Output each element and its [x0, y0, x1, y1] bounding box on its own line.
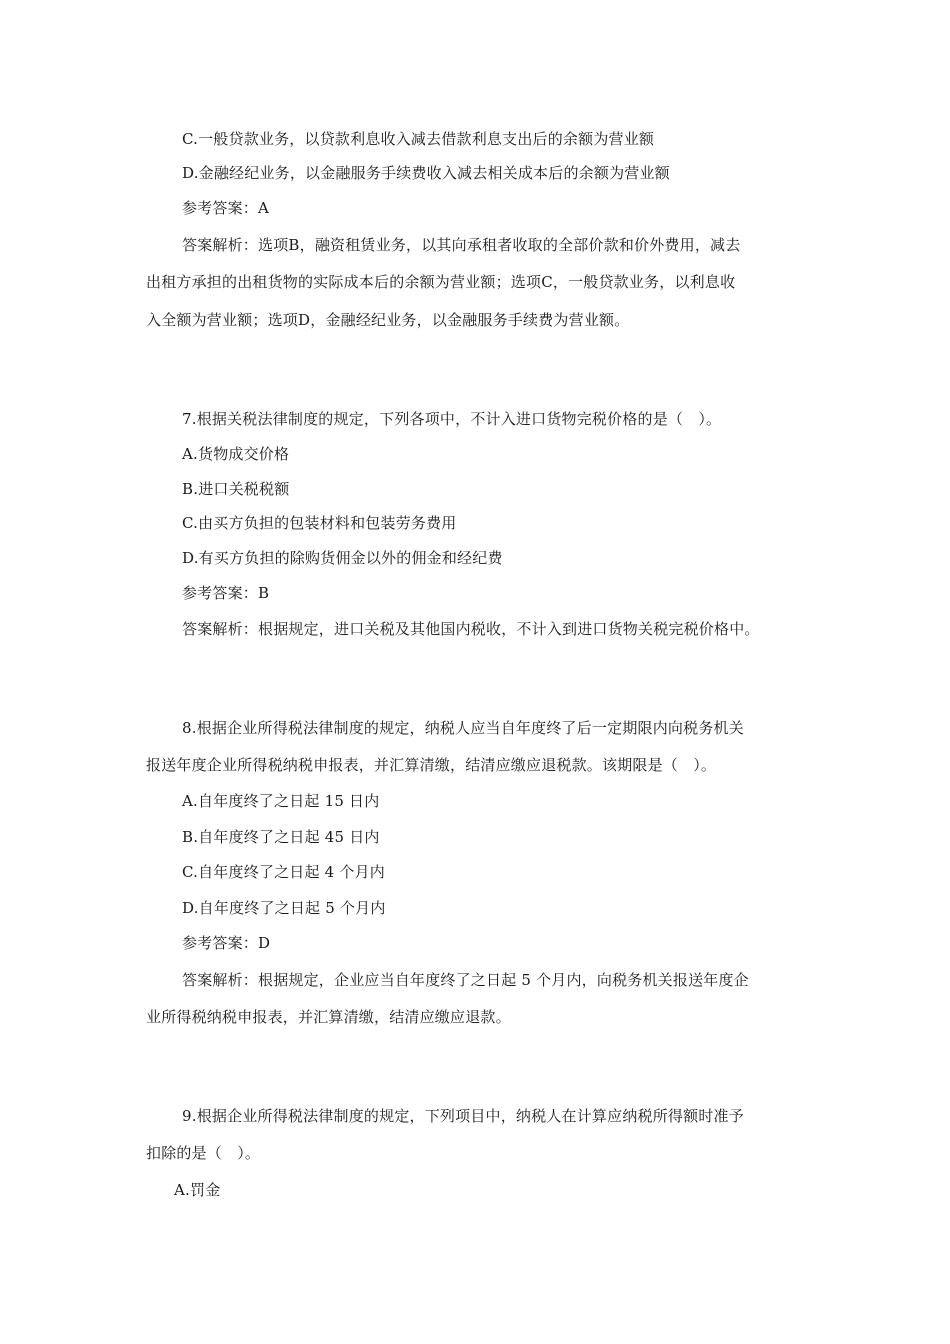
q6-answer: 参考答案：A	[182, 199, 270, 217]
q7-option-b: B.进口关税税额	[182, 480, 290, 498]
q7-option-a: A.货物成交价格	[182, 445, 290, 463]
q8-option-d: D.自年度终了之日起 5 个月内	[182, 899, 386, 917]
q7-question: 7.根据关税法律制度的规定，下列各项中，不计入进口货物完税价格的是（ ）。	[182, 410, 722, 428]
q8-answer: 参考答案：D	[182, 934, 271, 952]
q8-option-b: B.自年度终了之日起 45 日内	[182, 828, 380, 846]
q8-analysis-line-2: 业所得税纳税申报表，并汇算清缴，结清应缴应退款。	[146, 1008, 511, 1026]
q7-option-c: C.由买方负担的包装材料和包装劳务费用	[182, 514, 457, 532]
q6-option-c: C.一般贷款业务，以贷款利息收入减去借款利息支出后的余额为营业额	[182, 130, 655, 148]
q8-option-a: A.自年度终了之日起 15 日内	[182, 792, 380, 810]
q9-question-line-1: 9.根据企业所得税法律制度的规定，下列项目中，纳税人在计算应纳税所得额时准予	[182, 1107, 744, 1125]
q8-question-line-1: 8.根据企业所得税法律制度的规定，纳税人应当自年度终了后一定期限内向税务机关	[182, 719, 744, 737]
q7-option-d: D.有买方负担的除购货佣金以外的佣金和经纪费	[182, 549, 503, 567]
q6-option-d: D.金融经纪业务，以金融服务手续费收入减去相关成本后的余额为营业额	[182, 164, 670, 182]
q8-option-c: C.自年度终了之日起 4 个月内	[182, 863, 385, 881]
q6-analysis-line-2: 出租方承担的出租货物的实际成本后的余额为营业额；选项C，一般贷款业务，以利息收	[146, 273, 736, 291]
q7-analysis-line-1: 答案解析：根据规定，进口关税及其他国内税收，不计入到进口货物关税完税价格中。	[182, 620, 760, 638]
q6-analysis-line-3: 入全额为营业额；选项D，金融经纪业务，以金融服务手续费为营业额。	[146, 311, 630, 329]
q6-analysis-line-1: 答案解析：选项B，融资租赁业务，以其向承租者收取的全部价款和价外费用，减去	[182, 236, 741, 254]
q9-option-a: A.罚金	[174, 1181, 221, 1199]
q8-analysis-line-1: 答案解析：根据规定，企业应当自年度终了之日起 5 个月内，向税务机关报送年度企	[182, 971, 749, 989]
q7-answer: 参考答案：B	[182, 584, 270, 602]
q8-question-line-2: 报送年度企业所得税纳税申报表，并汇算清缴，结清应缴应退税款。该期限是（ ）。	[146, 756, 717, 774]
q9-question-line-2: 扣除的是（ ）。	[146, 1144, 261, 1162]
